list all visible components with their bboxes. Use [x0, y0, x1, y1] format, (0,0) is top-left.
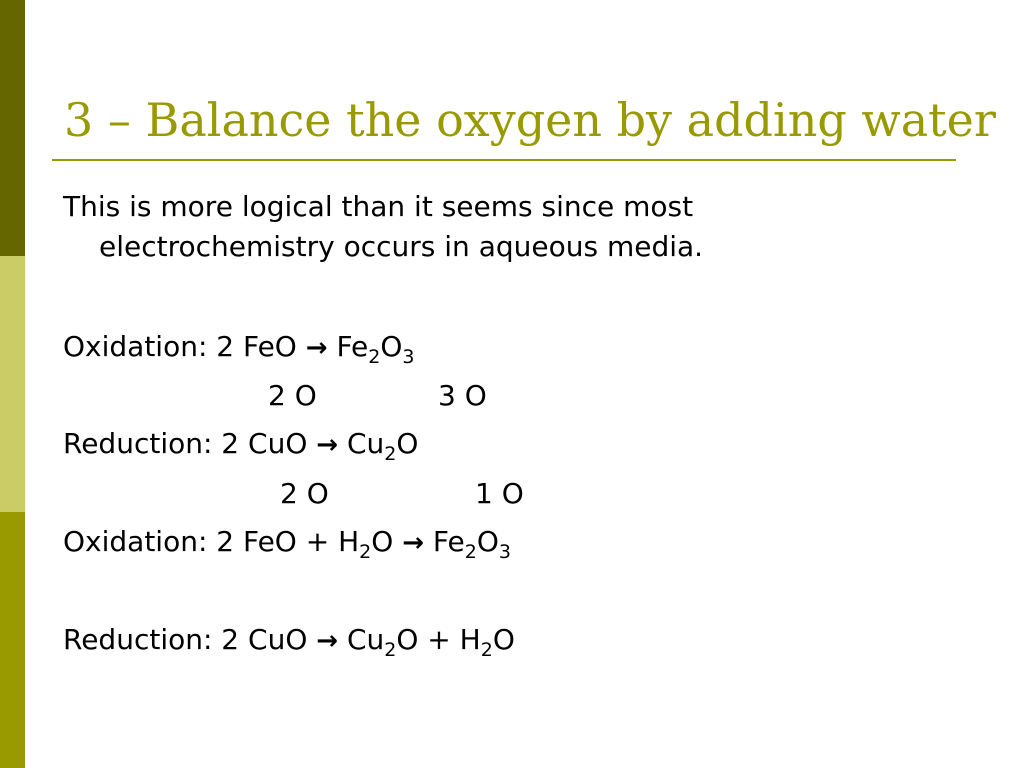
right-arrow-icon: → — [305, 333, 328, 363]
sidebar-band-dark — [0, 0, 25, 256]
reduction-2-label: Reduction: 2 CuO — [63, 623, 308, 656]
reduction-equation-1 — [63, 424, 418, 465]
product-element: Cu — [346, 623, 385, 656]
oxidation-equation-2 — [63, 522, 511, 563]
water-oxygen: O — [492, 623, 515, 656]
slide-title: 3 – Balance the oxygen by adding water — [64, 93, 996, 147]
oxygen-count-right: 1 O — [475, 477, 524, 510]
product-element: Fe — [432, 525, 465, 558]
product-element: O — [380, 330, 403, 363]
oxygen-count-left: 2 O — [268, 379, 317, 412]
subscript: 2 — [384, 639, 397, 661]
subscript: 3 — [402, 346, 415, 368]
intro-line-2: electrochemistry occurs in aqueous media. — [99, 230, 704, 263]
right-arrow-icon: → — [402, 528, 425, 558]
right-arrow-icon: → — [316, 626, 339, 656]
subscript: 2 — [384, 443, 397, 465]
subscript: 2 — [480, 639, 493, 661]
sidebar-band-light — [0, 256, 25, 512]
intro-paragraph — [63, 187, 703, 267]
oxygen-count-right: 3 O — [438, 379, 487, 412]
product-element: O — [396, 427, 419, 460]
oxidation-1-label: Oxidation: 2 FeO — [63, 330, 297, 363]
subscript: 2 — [359, 541, 372, 563]
intro-line-1: This is more logical than it seems since most — [63, 190, 694, 223]
oxygen-count-left: 2 O — [280, 477, 329, 510]
subscript: 2 — [464, 541, 477, 563]
title-divider — [52, 159, 956, 161]
sidebar-band-olive — [0, 512, 25, 768]
product-element: O — [476, 525, 499, 558]
subscript: 2 — [368, 346, 381, 368]
reduction-1-label: Reduction: 2 CuO — [63, 427, 308, 460]
oxidation-2-label: Oxidation: 2 FeO + H — [63, 525, 360, 558]
reduction-equation-2 — [63, 620, 515, 661]
product-element: O + H — [396, 623, 481, 656]
product-element: Fe — [336, 330, 369, 363]
water-oxygen: O — [371, 525, 394, 558]
subscript: 3 — [498, 541, 511, 563]
product-element: Cu — [346, 427, 385, 460]
right-arrow-icon: → — [316, 430, 339, 460]
oxidation-equation-1 — [63, 327, 415, 368]
